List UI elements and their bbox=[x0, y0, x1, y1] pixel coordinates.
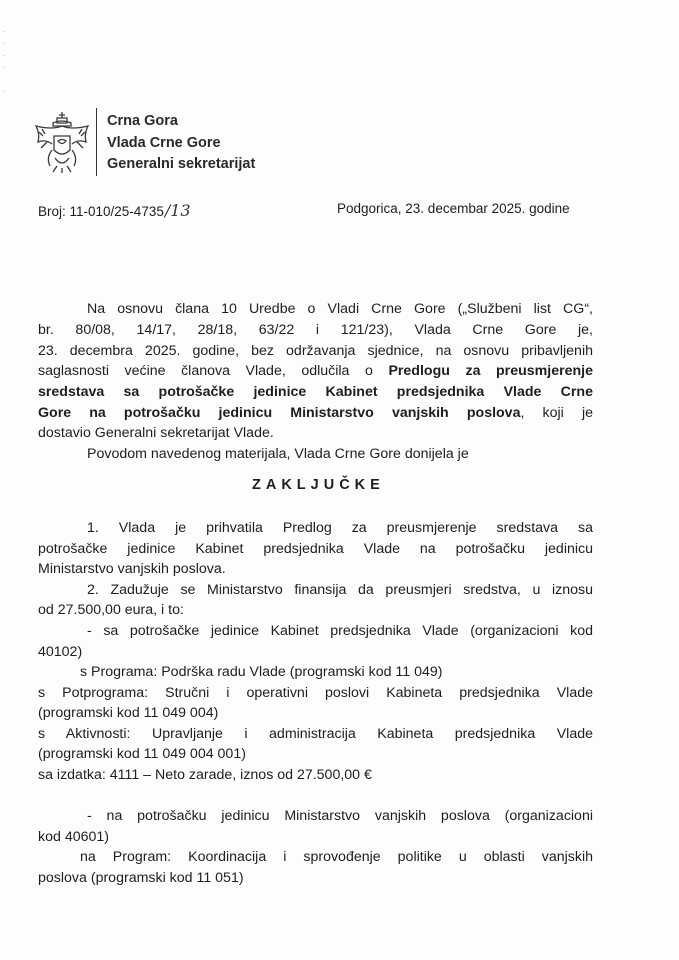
intro-line-5: sredstava sa potrošačke jedinice Kabinet predsjednika Vlade Crne bbox=[38, 384, 593, 400]
intro-line-4-text: saglasnosti većine članova Vlade, odlučila o bbox=[38, 363, 389, 379]
conclusion-1-line-2: potrošačke jedinice Kabinet predsjednika Vlade na potrošačku jedinicu bbox=[38, 541, 593, 557]
letterhead-divider bbox=[96, 108, 97, 176]
target-unit-line-2: kod 40601) bbox=[38, 829, 109, 845]
source-subprogram-line-2: (programski kod 11 049 004) bbox=[38, 705, 219, 721]
proposal-title-start: Predlogu za preusmjerenje bbox=[388, 363, 593, 379]
conclusion-1-line-3: Ministarstvo vanjskih poslova. bbox=[38, 561, 226, 577]
margin-marks: · · · · · bbox=[2, 26, 6, 97]
conclusion-1-line-1: 1. Vlada je prihvatila Predlog za preusmjerenje sredstava sa bbox=[87, 520, 593, 536]
target-program-line-2: poslova (programski kod 11 051) bbox=[38, 870, 244, 886]
coat-of-arms-icon bbox=[33, 112, 91, 174]
source-program: s Programa: Podrška radu Vlade (programski kod 11 049) bbox=[80, 664, 443, 680]
place-date: Podgorica, 23. decembar 2025. godine bbox=[337, 201, 570, 216]
department-name: Generalni sekretarijat bbox=[107, 156, 256, 172]
intro-line-4 bbox=[38, 363, 593, 380]
source-unit-line-1: - sa potrošačke jedinice Kabinet predsjednika Vlade (organizacioni kod bbox=[87, 623, 593, 639]
conclusions-heading: ZAKLJUČKE bbox=[252, 477, 385, 493]
intro-line-1: Na osnovu člana 10 Uredbe o Vladi Crne Gore („Službeni list CG“, bbox=[87, 301, 593, 317]
source-activity-line-1: s Aktivnosti: Upravljanje i administracija Kabineta predsjednika Vlade bbox=[38, 726, 593, 742]
reference-number-text: Broj: 11-010/25-4735 bbox=[38, 204, 164, 219]
intro-line-8: Povodom navedenog materijala, Vlada Crne Gore donijela je bbox=[87, 446, 469, 462]
intro-line-7: dostavio Generalni sekretarijat Vlade. bbox=[38, 425, 274, 441]
conclusion-2-line-1: 2. Zadužuje se Ministarstvo finansija da preusmjeri sredstva, u iznosu bbox=[87, 582, 593, 598]
proposal-title-end: Gore na potrošačku jedinicu Ministarstvo vanjskih poslova bbox=[38, 405, 521, 421]
source-unit-line-2: 40102) bbox=[38, 644, 83, 660]
reference-number bbox=[38, 201, 191, 220]
source-activity-line-2: (programski kod 11 049 004 001) bbox=[38, 746, 246, 762]
intro-line-3: 23. decembra 2025. godine, bez održavanja sjednice, na osnovu pribavljenih bbox=[38, 343, 593, 359]
target-program-line-1: na Program: Koordinacija i sprovođenje politike u oblasti vanjskih bbox=[80, 849, 593, 865]
government-name: Vlada Crne Gore bbox=[107, 134, 221, 151]
intro-line-2: br. 80/08, 14/17, 28/18, 63/22 i 121/23), Vlada Crne Gore je, bbox=[38, 322, 593, 338]
target-unit-line-1: - na potrošačku jedinicu Ministarstvo vanjskih poslova (organizacioni bbox=[87, 808, 593, 824]
conclusion-2-line-2: od 27.500,00 eura, i to: bbox=[38, 602, 184, 618]
intro-line-6-text: , koji je bbox=[520, 405, 593, 421]
source-expense: sa izdatka: 4111 – Neto zarade, iznos od 27.500,00 € bbox=[38, 767, 372, 783]
intro-line-6 bbox=[38, 405, 593, 422]
handwritten-suffix: /13 bbox=[164, 201, 191, 220]
country-name: Crna Gora bbox=[107, 113, 178, 129]
source-subprogram-line-1: s Potprograma: Stručni i operativni poslovi Kabineta predsjednika Vlade bbox=[38, 685, 593, 701]
letterhead bbox=[107, 111, 255, 176]
